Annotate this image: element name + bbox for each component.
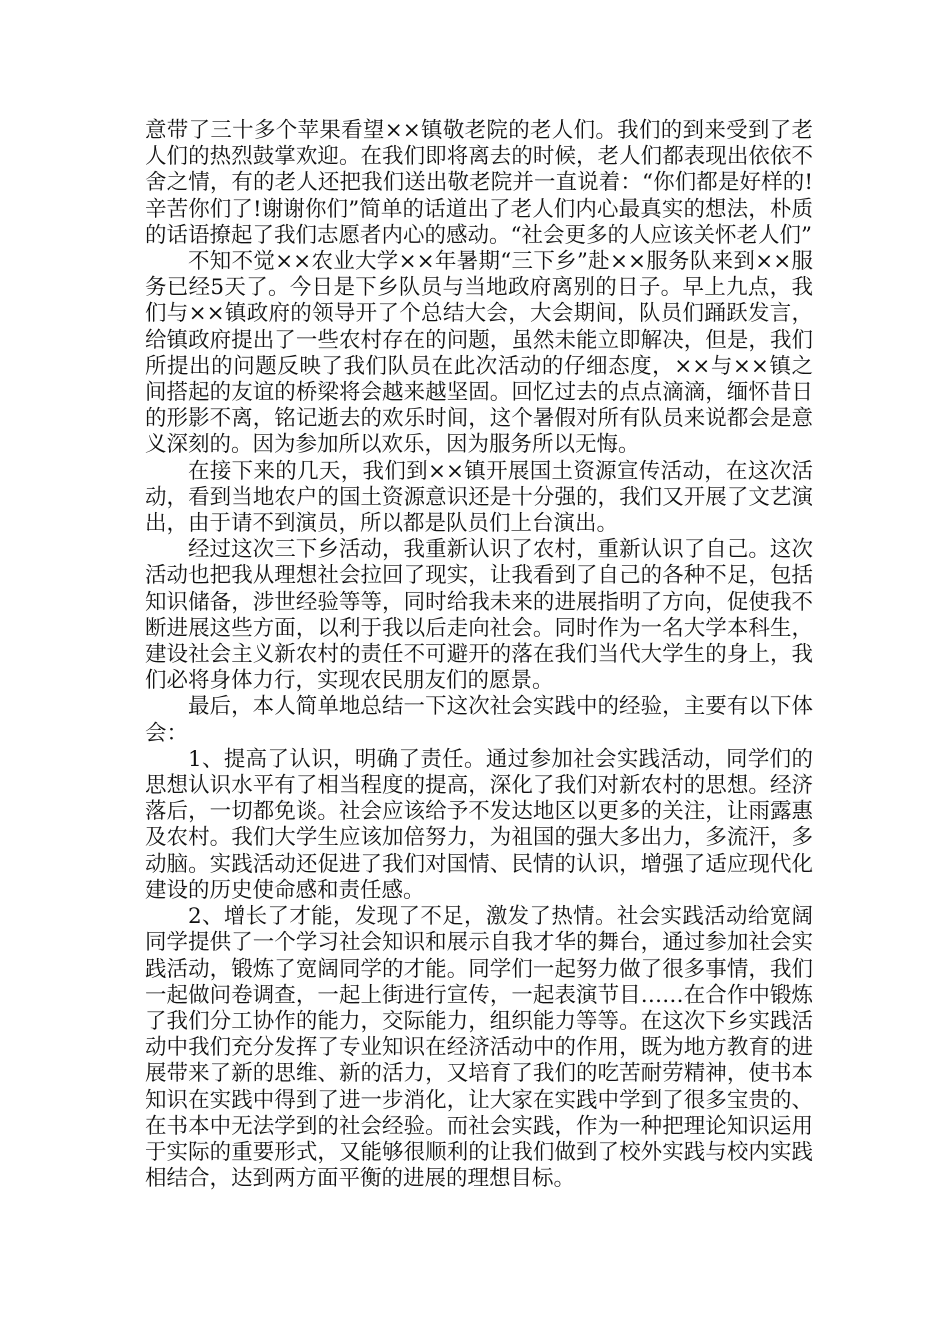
document-page [145, 118, 813, 1192]
paragraph-1: 意带了三十多个苹果看望××镇敬老院的老人们。我们的到来受到了老人们的热烈鼓掌欢迎。在我们即将离去的时候，老人们都表现出依依不舍之情，有的老人还把我们送出敬老院并一直说着：“你们都是好样的!辛苦你们了!谢谢你们”简单的话道出了老人们内心最真实的想法，朴质的话语撩起了我们志愿者内心的感动。“社会更多的人应该关怀老人们” [145, 118, 813, 248]
paragraph-5: 最后，本人简单地总结一下这次社会实践中的经验，主要有以下体会： [145, 694, 813, 746]
paragraph-6: 1、提高了认识，明确了责任。通过参加社会实践活动，同学们的思想认识水平有了相当程度的提高，深化了我们对新农村的思想。经济落后，一切都免谈。社会应该给予不发达地区以更多的关注，让雨露惠及农村。我们大学生应该加倍努力，为祖国的强大多出力，多流汗，多动脑。实践活动还促进了我们对国情、民情的认识，增强了适应现代化建设的历史使命感和责任感。 [145, 746, 813, 903]
paragraph-7: 2、增长了才能，发现了不足，激发了热情。社会实践活动给宽阔同学提供了一个学习社会知识和展示自我才华的舞台，通过参加社会实践活动，锻炼了宽阔同学的才能。同学们一起努力做了很多事情，我们一起做问卷调查，一起上街进行宣传，一起表演节目……在合作中锻炼了我们分工协作的能力，交际能力，组织能力等等。在这次下乡实践活动中我们充分发挥了专业知识在经济活动中的作用，既为地方教育的进展带来了新的思维、新的活力，又培育了我们的吃苦耐劳精神，使书本知识在实践中得到了进一步消化，让大家在实践中学到了很多宝贵的、在书本中无法学到的社会经验。而社会实践，作为一种把理论知识运用于实际的重要形式，又能够很顺利的让我们做到了校外实践与校内实践相结合，达到两方面平衡的进展的理想目标。 [145, 904, 813, 1192]
paragraph-2: 不知不觉××农业大学××年暑期“三下乡”赴××服务队来到××服务已经5天了。今日是下乡队员与当地政府离别的日子。早上九点，我们与××镇政府的领导开了个总结大会，大会期间，队员们踊跃发言，给镇政府提出了一些农村存在的问题，虽然未能立即解决，但是，我们所提出的问题反映了我们队员在此次活动的仔细态度，××与××镇之间搭起的友谊的桥梁将会越来越坚固。回忆过去的点点滴滴，缅怀昔日的形影不离，铭记逝去的欢乐时间，这个暑假对所有队员来说都会是意义深刻的。因为参加所以欢乐，因为服务所以无悔。 [145, 249, 813, 458]
paragraph-4: 经过这次三下乡活动，我重新认识了农村，重新认识了自己。这次活动也把我从理想社会拉回了现实，让我看到了自己的各种不足，包括知识储备，涉世经验等等，同时给我未来的进展指明了方向，促使我不断进展这些方面，以利于我以后走向社会。同时作为一名大学本科生，建设社会主义新农村的责任不可避开的落在我们当代大学生的身上，我们必将身体力行，实现农民朋友们的愿景。 [145, 537, 813, 694]
paragraph-3: 在接下来的几天，我们到××镇开展国土资源宣传活动，在这次活动，看到当地农户的国土资源意识还是十分强的，我们又开展了文艺演出，由于请不到演员，所以都是队员们上台演出。 [145, 458, 813, 537]
